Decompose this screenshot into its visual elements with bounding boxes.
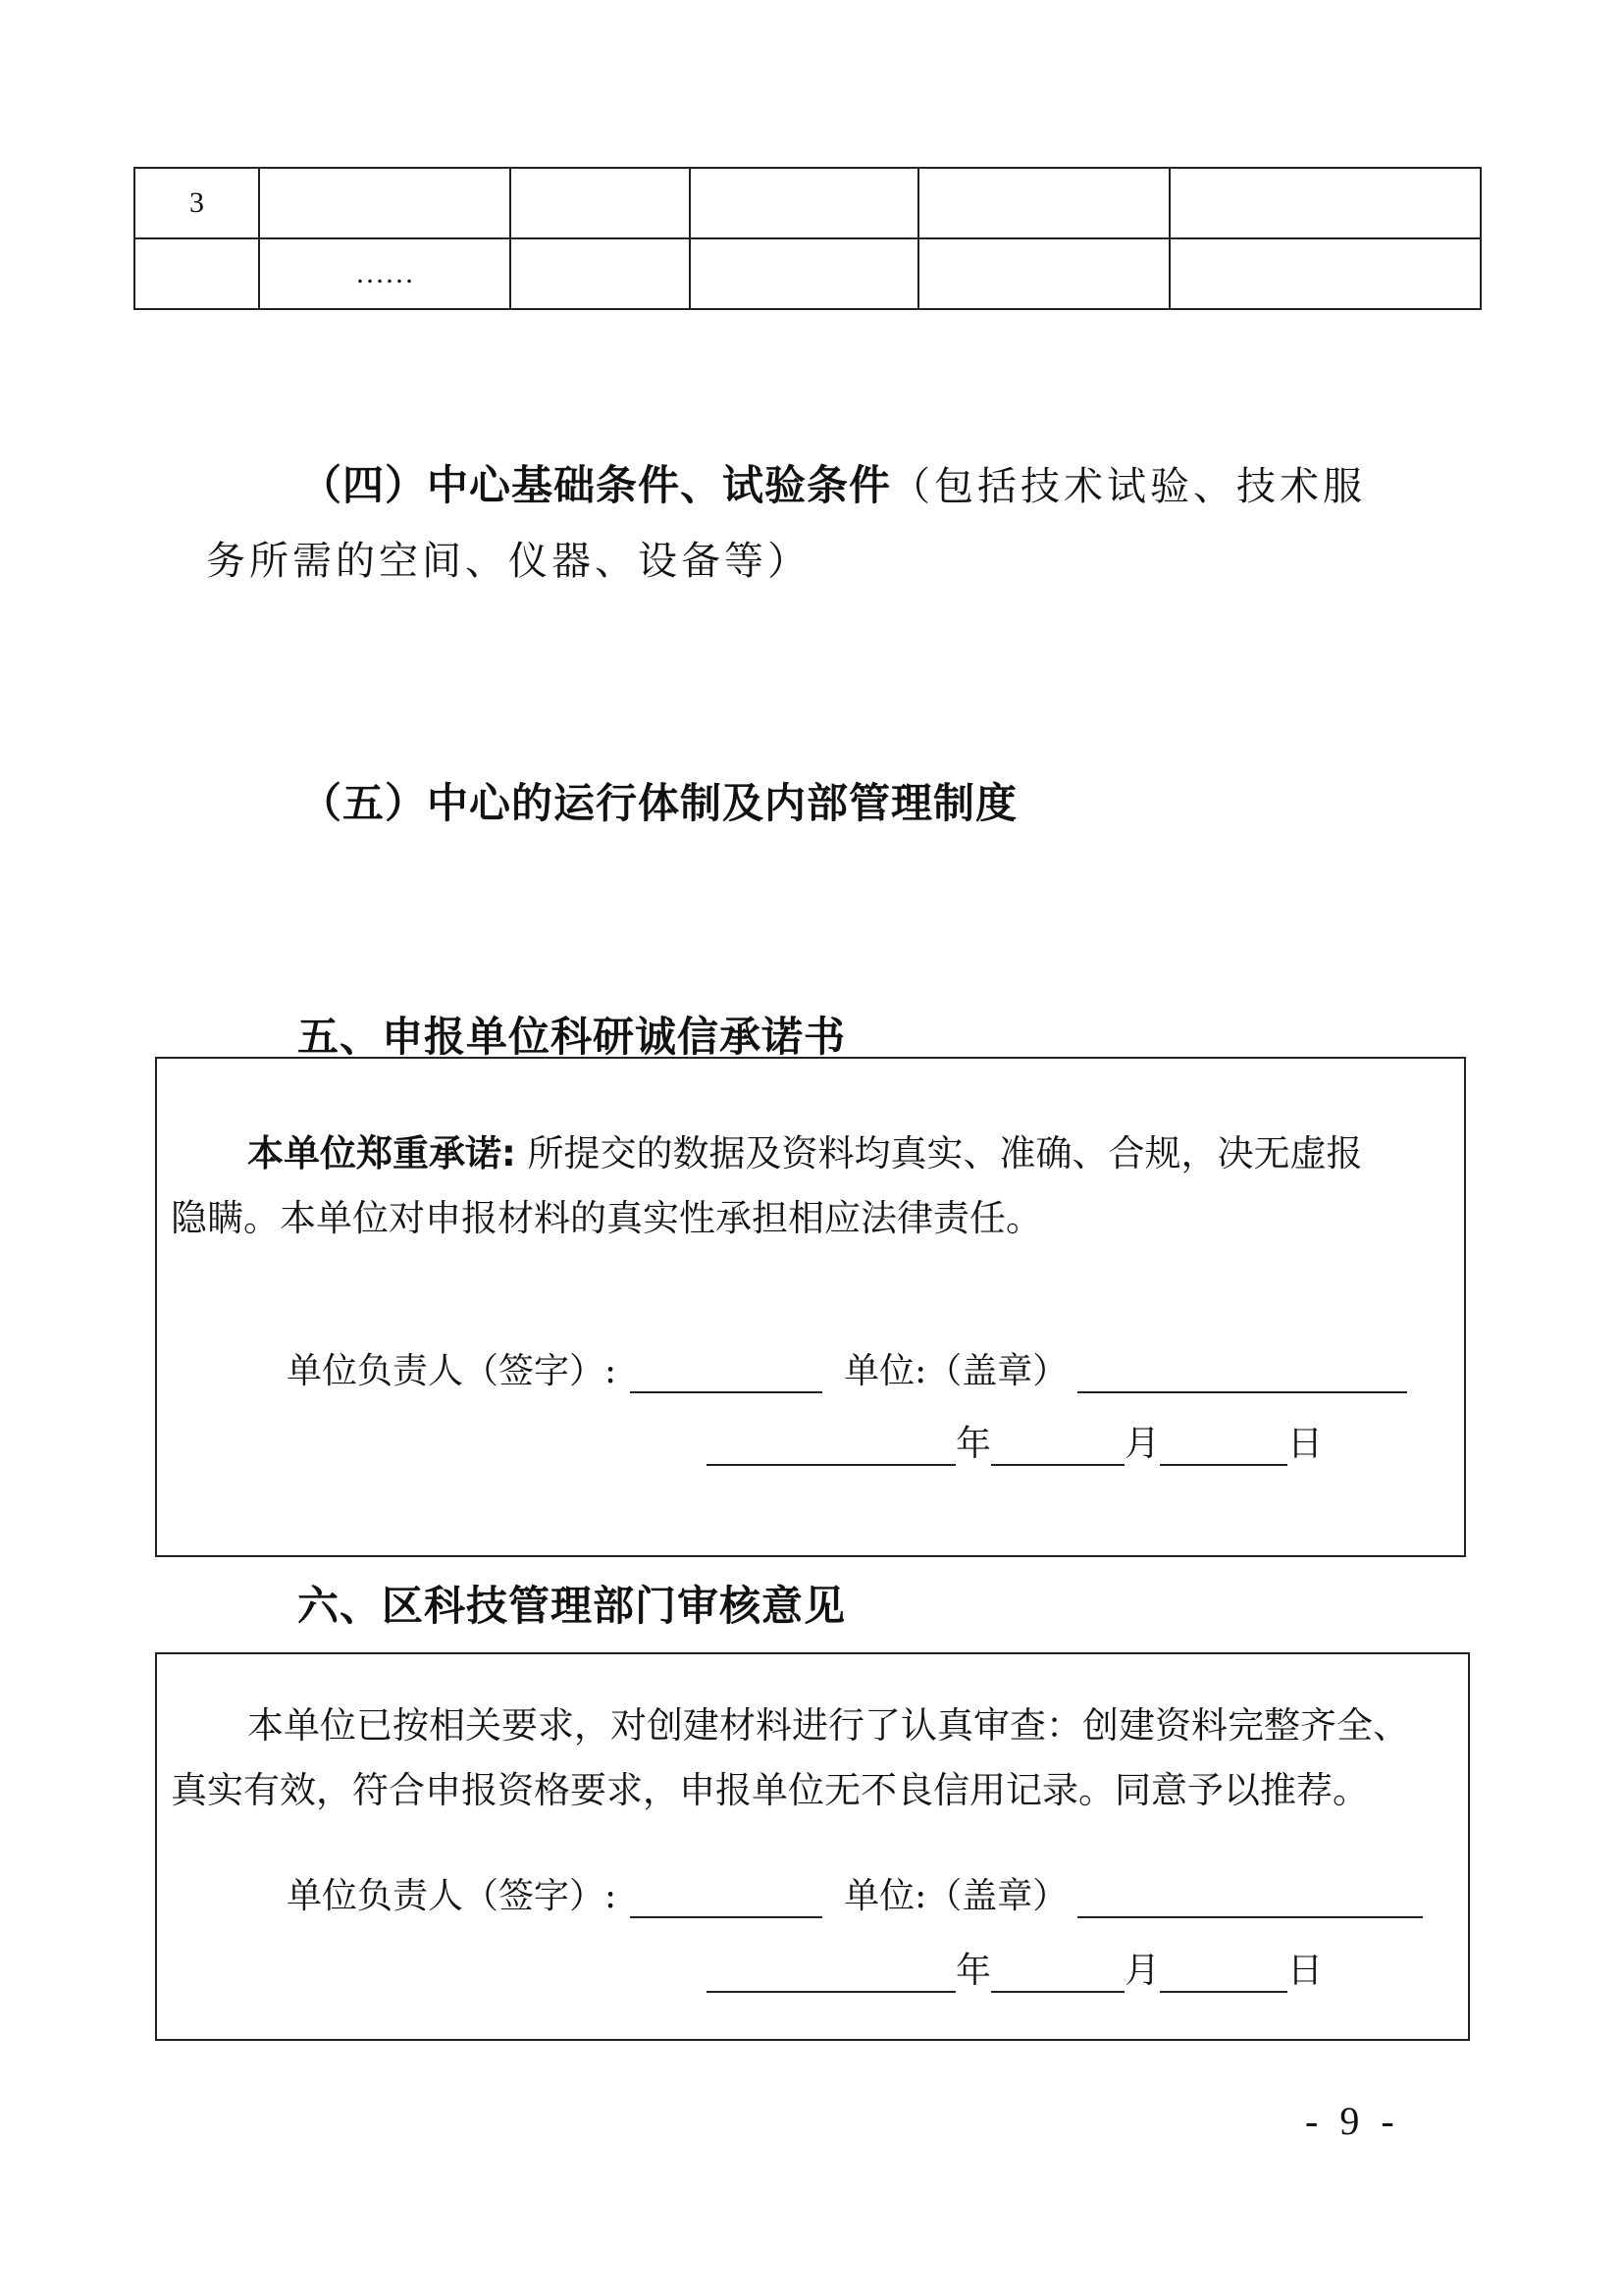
section-5-sub-heading: （五）中心的运行体制及内部管理制度 <box>300 779 1019 827</box>
section-4-note: （包括技术试验、技术服 <box>891 464 1367 509</box>
year-field[interactable] <box>707 1952 956 1993</box>
unit-seal-label: 单位:（盖章） <box>844 1351 1069 1391</box>
table-cell <box>510 238 690 309</box>
month-field[interactable] <box>991 1425 1125 1466</box>
signer-label: 单位负责人（签字）: <box>287 1876 617 1916</box>
year-label: 年 <box>956 1424 992 1464</box>
section-4-heading <box>300 453 1366 512</box>
table-cell: 3 <box>134 168 259 238</box>
year-label: 年 <box>956 1951 992 1991</box>
review-date-line <box>707 1943 1323 1993</box>
day-label: 日 <box>1287 1951 1324 1991</box>
pledge-box <box>155 1057 1466 1557</box>
pledge-text-line-2: 隐瞒。本单位对申报材料的真实性承担相应法律责任。 <box>171 1197 1042 1239</box>
day-field[interactable] <box>1160 1425 1287 1466</box>
pledge-bold-lead: 本单位郑重承诺: <box>247 1132 516 1174</box>
year-field[interactable] <box>707 1425 956 1466</box>
table-cell <box>134 238 259 309</box>
month-field[interactable] <box>991 1952 1125 1993</box>
table-row <box>134 168 1481 238</box>
review-text-line-1: 本单位已按相关要求，对创建材料进行了认真审查：创建资料完整齐全、 <box>247 1704 1409 1747</box>
continuation-table <box>133 167 1482 310</box>
unit-seal-field[interactable] <box>1077 1352 1407 1393</box>
table-cell <box>510 168 690 238</box>
review-text-line-2: 真实有效，符合申报资格要求，申报单位无不良信用记录。同意予以推荐。 <box>171 1769 1369 1811</box>
table-row <box>134 238 1481 309</box>
page-number: - 9 - <box>1305 2099 1400 2143</box>
table-cell <box>1170 238 1481 309</box>
pledge-date-line <box>707 1416 1323 1466</box>
pledge-title: 五、申报单位科研诚信承诺书 <box>297 1013 847 1061</box>
month-label: 月 <box>1125 1424 1161 1464</box>
review-signature-line <box>287 1868 1423 1918</box>
day-field[interactable] <box>1160 1952 1287 1993</box>
month-label: 月 <box>1125 1951 1161 1991</box>
section-4-note-continued: 务所需的空间、仪器、设备等） <box>206 539 811 584</box>
pledge-signature-line <box>287 1343 1407 1393</box>
table-cell <box>690 168 918 238</box>
unit-seal-label: 单位:（盖章） <box>844 1876 1069 1916</box>
table-cell <box>259 168 510 238</box>
table-cell <box>918 238 1170 309</box>
review-box <box>155 1652 1470 2041</box>
section-4-title: （四）中心基础条件、试验条件 <box>300 461 892 509</box>
day-label: 日 <box>1287 1424 1324 1464</box>
unit-seal-field[interactable] <box>1077 1877 1423 1918</box>
table-cell <box>690 238 918 309</box>
review-title: 六、区科技管理部门审核意见 <box>297 1582 847 1630</box>
signature-field[interactable] <box>630 1352 822 1393</box>
signature-field[interactable] <box>630 1877 822 1918</box>
pledge-text-line-1: 本单位郑重承诺: 所提交的数据及资料均真实、准确、合规，决无虚报 <box>247 1132 1363 1174</box>
table-cell <box>1170 168 1481 238</box>
signer-label: 单位负责人（签字）: <box>287 1351 617 1391</box>
table-cell: …… <box>259 238 510 309</box>
table-cell <box>918 168 1170 238</box>
